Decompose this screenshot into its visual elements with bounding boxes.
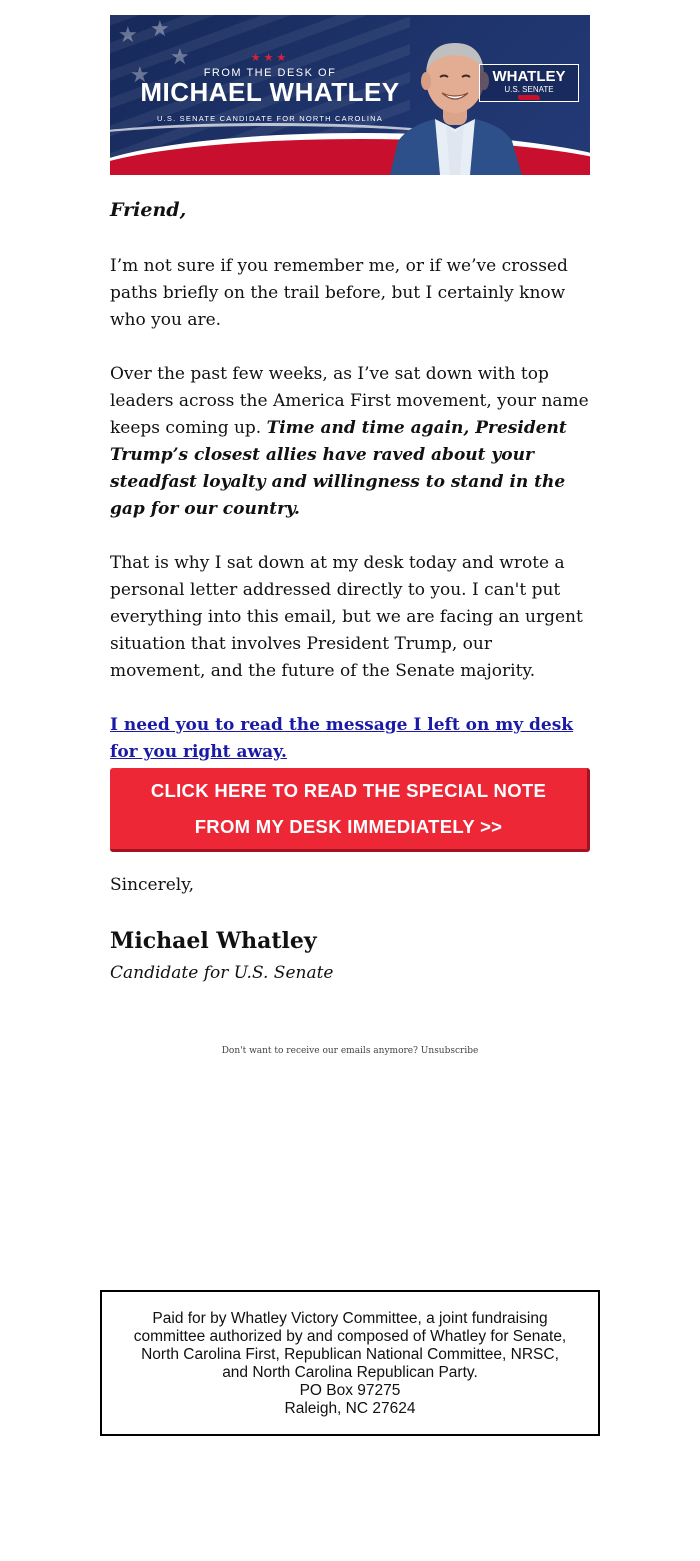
disclaimer-line: and North Carolina Republican Party. [222,1364,478,1381]
disclaimer-city: Raleigh, NC 27624 [284,1400,416,1417]
read-message-link[interactable]: I need you to read the message I left on my desk for you right away. [110,715,574,762]
paid-for-disclaimer [100,1290,600,1436]
paragraph-2 [110,361,590,523]
cta-line-1: CLICK HERE TO READ THE SPECIAL NOTE [150,780,547,801]
star-icon: ★ [150,17,170,42]
greeting: Friend, [110,199,187,221]
logo-name: WHATLEY [492,68,566,85]
banner-subtitle: U.S. SENATE CANDIDATE FOR NORTH CAROLINA [157,114,383,123]
signature-name: Michael Whatley [110,928,317,954]
disclaimer-address: PO Box 97275 [299,1382,401,1399]
banner-candidate-name: MICHAEL WHATLEY [140,77,400,107]
signature-title: Candidate for U.S. Senate [110,963,334,983]
north-carolina-icon [518,95,540,100]
banner-from-label: FROM THE DESK OF [203,67,337,79]
disclaimer-line: Paid for by Whatley Victory Committee, a joint fundraising [152,1310,548,1327]
paragraph-2-text: Over the past few weeks, as I’ve sat down with top leaders across the America First movement, your name keeps coming up. [110,364,589,438]
paragraph-3: That is why I sat down at my desk today and wrote a personal letter addressed directly to you. I can't put everything into this email, but we are facing an urgent situation that involves President Trump, our movement, and the future of the Senate majority. [110,553,583,681]
disclaimer-line: committee authorized by and composed of Whatley for Senate, [133,1328,567,1345]
paragraph-2-emphasis: Time and time again, President Trump’s closest allies have raved about your steadfast loyalty and willingness to stand in the gap for our country. [110,418,567,519]
header-banner [110,15,590,175]
star-icon: ★ [170,45,190,70]
paragraph-4 [110,712,590,766]
read-special-note-button[interactable] [110,768,590,852]
star-icon: ★ [130,63,150,88]
unsubscribe-link[interactable]: Don't want to receive our emails anymore? Unsubscribe [221,1046,479,1056]
banner-stars: ★★★ [250,51,290,64]
star-icon: ★ [118,23,138,48]
paragraph-1: I’m not sure if you remember me, or if we’ve crossed paths briefly on the trail before, but I certainly know who you are. [110,256,568,330]
logo-subtitle: U.S. SENATE [504,85,554,94]
whatley-logo [479,64,579,102]
candidate-photo [380,33,530,175]
letter-body [110,196,590,766]
disclaimer-line: North Carolina First, Republican National Committee, NRSC, [141,1346,559,1363]
cta-line-2: FROM MY DESK IMMEDIATELY >> [194,816,503,837]
closing: Sincerely, [110,875,194,895]
